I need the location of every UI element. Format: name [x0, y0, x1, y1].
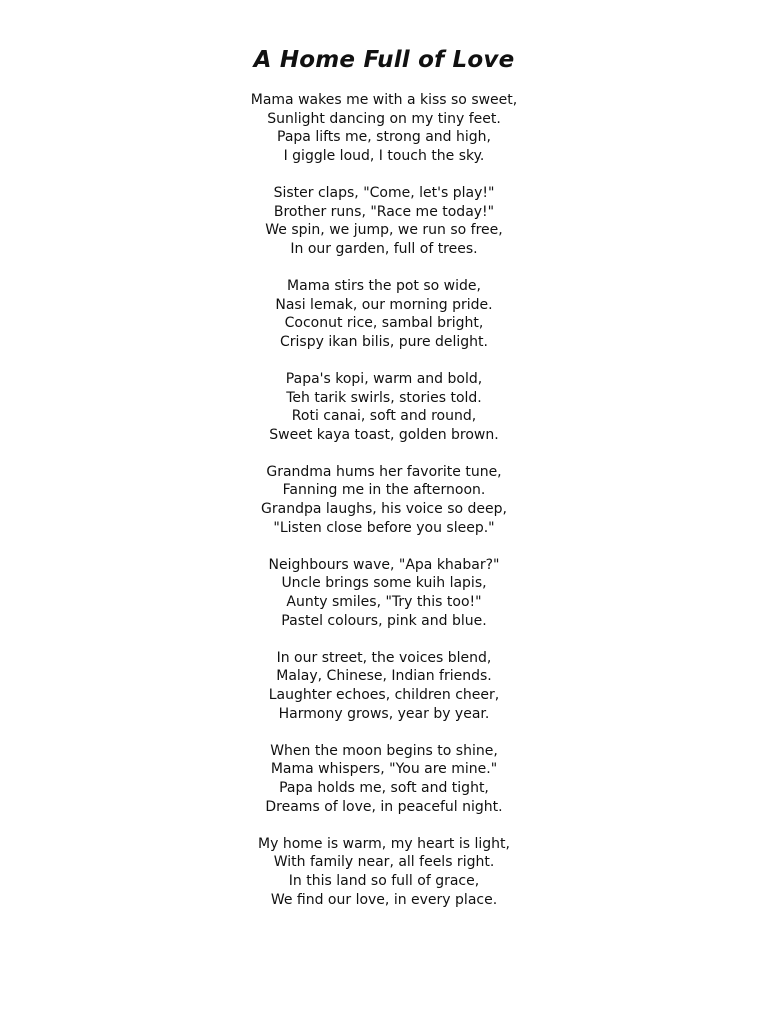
poem-line: Grandpa laughs, his voice so deep, [261, 501, 507, 518]
poem-line: Mama wakes me with a kiss so sweet, [250, 92, 518, 108]
poem-line: We find our love, in every place. [270, 891, 498, 908]
poem-body [0, 91, 768, 928]
poem-line: Mama stirs the pot so wide, [287, 277, 481, 294]
poem-line: Uncle brings some kuih lapis, [281, 575, 487, 592]
poem-line: In our street, the voices blend, [276, 649, 492, 666]
poem-line: Crispy ikan bilis, pure delight. [280, 333, 488, 350]
poem-line: In this land so full of grace, [288, 872, 480, 889]
stanza-1 [0, 91, 768, 165]
poem-line: Malay, Chinese, Indian friends. [276, 668, 492, 685]
poem-line: Harmony grows, year by year. [278, 705, 490, 722]
stanza-9 [0, 835, 768, 909]
stanza-8 [0, 742, 768, 816]
poem-line: Papa's kopi, warm and bold, [285, 370, 483, 387]
poem-line: Papa holds me, soft and tight, [279, 779, 489, 796]
poem-line: Pastel colours, pink and blue. [281, 612, 487, 629]
stanza-5 [0, 463, 768, 537]
poem-line: Aunty smiles, "Try this too!" [286, 594, 482, 611]
poem-line: Sister claps, "Come, let's play!" [273, 184, 495, 201]
poem-line: Teh tarik swirls, stories told. [286, 389, 482, 406]
stanza-3 [0, 277, 768, 351]
stanza-7 [0, 649, 768, 723]
poem-line: I giggle loud, I touch the sky. [283, 147, 485, 164]
poem-line: Nasi lemak, our morning pride. [275, 296, 493, 313]
stanza-4 [0, 370, 768, 444]
stanza-6 [0, 556, 768, 630]
poem-line: In our garden, full of trees. [290, 240, 478, 257]
poem-line: We spin, we jump, we run so free, [265, 222, 503, 239]
poem-line: "Listen close before you sleep." [273, 519, 495, 536]
poem-line: Grandma hums her favorite tune, [266, 463, 502, 480]
poem-line: Brother runs, "Race me today!" [273, 203, 495, 220]
poem-line: My home is warm, my heart is light, [258, 835, 510, 852]
poem-line: Sweet kaya toast, golden brown. [269, 426, 499, 443]
stanza-2 [0, 184, 768, 258]
poem-line: Neighbours wave, "Apa khabar?" [268, 556, 500, 573]
poem-line: When the moon begins to shine, [270, 742, 498, 759]
poem-line: Roti canai, soft and round, [291, 408, 477, 425]
poem-line: Papa lifts me, strong and high, [277, 129, 491, 146]
poem-line: With family near, all feels right. [273, 854, 495, 871]
poem-title: A Home Full of Love [253, 47, 515, 73]
poem-line: Fanning me in the afternoon. [282, 482, 486, 499]
poem-line: Sunlight dancing on my tiny feet. [267, 110, 501, 127]
poem-line: Dreams of love, in peaceful night. [265, 798, 503, 815]
poem-line: Mama whispers, "You are mine." [270, 761, 498, 778]
poem-line: Laughter echoes, children cheer, [268, 687, 500, 703]
poem-line: Coconut rice, sambal bright, [284, 315, 484, 332]
